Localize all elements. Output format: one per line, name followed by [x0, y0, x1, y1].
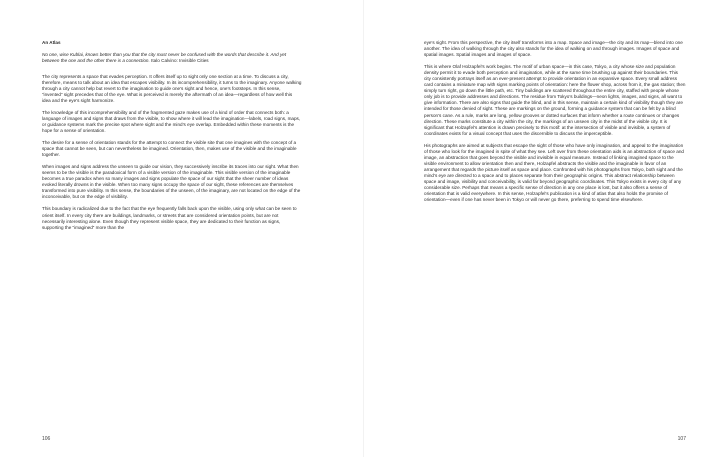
body-paragraph: This is where Olaf Holzapfel’s work begins. The motif of urban space—in this case, Tokyo, a city whose size and population density permit it to evade both perception and imagination, while at the same time brushing up against their boundaries. This city consistently portrays itself as an ever-present attempt to provide orientation in an expansive space. Every small address card contains a miniature map with signs marking points of orientation: here the flower shop, across from it, the gas station; then simply turn right, go down the little path, etc. Tiny buildings are scattered throughout the entire city, staffed with people whose only job is to provide addresses and directions. The residue from Tokyo’s buildings—neon lights, images, and signs, all want to give information. There are also signs that guide the blind, and in this sense, maintain a certain kind of visibility though they are intended for those denied of sight. These are markings on the ground, forming a guidance system that can be felt by a blind person’s cane. As a rule, marks are long, yellow grooves or dotted surfaces that inform whether a route continues or changes direction. These marks constitute a city within the city, the markings of an unseen city in the midst of the visible city. It is significant that Holzapfel’s attention is drawn precisely to this motif: at the intersection of visible and invisible, a system of coordinates exists for a visual concept that uses the discernible to discuss the imperceptible.	[424, 64, 686, 136]
body-paragraph: eye’s sight. From this perspective, the city itself transforms into a map. Space and image—the city and its map—blend into one another. The idea of walking through the city also stands for the idea of walking on and through images. Images of space and spatial images. Spatial images and images of space.	[424, 40, 683, 58]
right-text-column	[424, 40, 686, 209]
essay-title: An Atlas	[42, 40, 61, 45]
body-paragraph: The city represents a space that evades perception. It offers itself up to sight only one section at a time. To discuss a city, therefore, means to talk about an idea that escapes visibility. In its incomprehensibility, it turns to the imaginary. Anyone walking through a city cannot help but revert to the imagination to guide one’s sight and hence, one’s footsteps. In this sense, “invented” sight precedes that of the eye. What is perceived is merely the aftermath of an idea—regardless of how well this idea and the eye’s sight harmonize.	[42, 73, 302, 103]
epigraph-quote: No one, wise Kublai, knows better than you that the city must never be confused with the words that describe it. And yet between the one and the other there is a connection.	[42, 51, 287, 63]
page-number-right: 107	[677, 436, 686, 442]
body-paragraph: This boundary is radicalized due to the fact that the eye frequently falls back upon the visible, using only what can be seen to orient itself. In every city there are buildings, landmarks, or streets that are considered orientation points, but are not necessarily interesting alone. Even though they represent visible space, they are dedicated to their function as signs, supporting the “imagined” more than the	[42, 206, 297, 230]
body-paragraph: The desire for a sense of orientation stands for the attempt to connect the visible site that one imagines with the concept of a space that cannot be seen, but can nevertheless be imagined. Orientation, then, makes use of the visible and the imaginable together.	[42, 140, 297, 158]
epigraph	[42, 52, 302, 64]
body-paragraph: The knowledge of this incomprehensibility and of the fragmented gaze makes use of a kind of order that connects both: a language of images and signs that draws from the visible, to show where it will lead the imagination—labels, road signs, maps, or guidance systems mark the precise spot where sight and the mind’s eye overlap. Embedded within these moments is the hope for a sense of orientation.	[42, 109, 301, 134]
body-paragraph: His photographs are aimed at subjects that escape the sight of those who have only imagination, and appeal to the imagination of those who look for the imagined in spite of what they see. Left over from these orientation aids is an abstraction of space and image, an abstraction that goes beyond the visible and invisible in equal measure. Instead of linking imagined space to the visible environment to allow orientation then and there, Holzapfel abstracts the visible and the imaginable in favor of an arrangement that regards the picture itself as space and place. Confronted with his photographs from Tokyo, both sight and the mind’s eye are directed to a space and to places separate from their geographic origins. This abstract relationship between space and image, visibility and conceivability, is valid far beyond geographic coordinates. This Tokyo exists in every city of any considerable size. Perhaps that means a specific sense of direction in any one place is lost, but it also offers a sense of orientation that is valid everywhere. In this sense, Holzapfel’s publication is a kind of atlas that also holds the promise of orientation—even if one has never been in Tokyo or will never go there, preferring to spend time elsewhere.	[424, 142, 684, 203]
body-paragraph: When images and signs address the unseen to guide our vision, they successively inscribe its traces into our sight. What then seems to be the visible is the paradoxical form of a visible version of the imaginable. This visible version of the imaginable becomes a true paradox when so many images and signs populate the space of our sight that the sheer number of ideas evoked literally drowns in the visible. When too many signs occupy the space of our sight, these references are themselves transformed into pure visibility. In this sense, the boundaries of the unseen, of the imaginary, are not located on the edge of the inconceivable, but on the edge of visibility.	[42, 164, 301, 200]
right-page	[364, 0, 728, 457]
epigraph-source: Italo Calvino: Invisible Cities	[151, 57, 209, 63]
page-number-left: 106	[42, 436, 51, 442]
left-text-column	[42, 40, 302, 237]
